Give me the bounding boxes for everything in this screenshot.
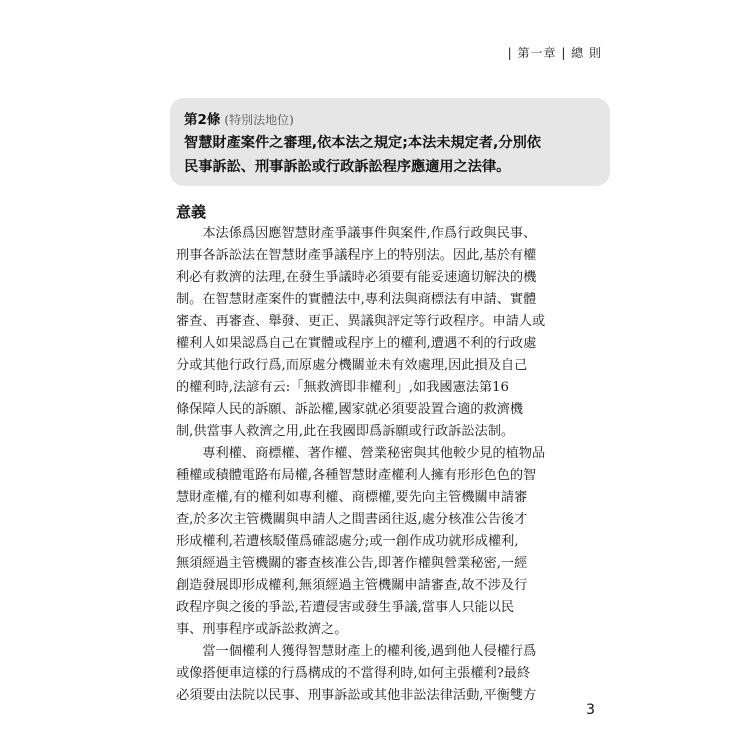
- running-header: | 第一章 | 總 則: [507, 46, 602, 60]
- body-text-line: 必須要由法院以民事、刑事訴訟或其他非訟法律活動,平衡雙方: [176, 688, 537, 703]
- body-text-line: 權利人如果認爲自己在實體或程序上的權利,遭遇不利的行政處: [176, 336, 537, 351]
- body-text-line: 事、刑事程序或訴訟救濟之。: [176, 622, 348, 637]
- body-text-line: 分或其他行政行爲,而原處分機關並未有效處理,因此損及自己: [176, 358, 528, 373]
- body-text-line: 創造發展即形成權利,無須經過主管機關申請審查,故不涉及行: [176, 578, 528, 593]
- body-text-line: 無須經過主管機關的審查核准公告,即著作權與營業秘密,一經: [176, 556, 528, 571]
- body-text-line: 或像搭便車這樣的行爲構成的不當得利時,如何主張權利?最終: [176, 666, 531, 681]
- article-text-line: 民事訴訟、刑事訴訟或行政訴訟程序應適用之法律。: [184, 159, 511, 175]
- body-text-line: 制,供當事人救濟之用,此在我國即爲訴願或行政訴訟法制。: [176, 424, 515, 439]
- body-text-line: 專利權、商標權、著作權、營業秘密與其他較少見的植物品: [176, 446, 546, 461]
- body-text-line: 本法係爲因應智慧財產爭議事件與案件,作爲行政與民事、: [176, 226, 537, 241]
- section-heading: 意義: [176, 203, 207, 221]
- article-number: 第2條: [184, 112, 221, 128]
- article-title: [184, 108, 294, 128]
- body-text-line: 利必有救濟的法理,在發生爭議時必須要有能妥速適切解決的機: [176, 270, 537, 285]
- body-text-line: 形成權利,若遭核駁僅爲確認處分;或一創作成功就形成權利,: [176, 534, 519, 549]
- body-text-line: 的權利時,法諺有云:「無救濟即非權利」,如我國憲法第16: [176, 380, 509, 395]
- body-text-line: 刑事各訴訟法在智慧財產爭議程序上的特別法。因此,基於有權: [176, 248, 537, 263]
- body-text-line: 當一個權利人獲得智慧財產上的權利後,遇到他人侵權行爲: [176, 644, 537, 659]
- body-text-line: 審查、再審查、舉發、更正、異議與評定等行政程序。申請人或: [176, 314, 546, 329]
- article-subtitle: (特別法地位): [224, 113, 294, 127]
- body-text-line: 種權或積體電路布局權,各種智慧財產權利人擁有形形色色的智: [176, 468, 537, 483]
- article-box: [170, 98, 610, 186]
- article-text-line: 智慧財產案件之審理,依本法之規定;本法未規定者,分別依: [184, 135, 541, 151]
- body-text-line: 慧財產權,有的權利如專利權、商標權,要先向主管機關申請審: [176, 490, 528, 505]
- body-text-line: 制。在智慧財產案件的實體法中,專利法與商標法有申請、實體: [176, 292, 537, 307]
- body-text-line: 政程序與之後的爭訟,若遭侵害或發生爭議,當事人只能以民: [176, 600, 515, 615]
- body-text-line: 查,於多次主管機關與申請人之間書函往返,處分核准公告後才: [176, 512, 528, 527]
- page-number: 3: [586, 702, 595, 718]
- body-text-line: 條保障人民的訴願、訴訟權,國家就必須要設置合適的救濟機: [176, 402, 524, 417]
